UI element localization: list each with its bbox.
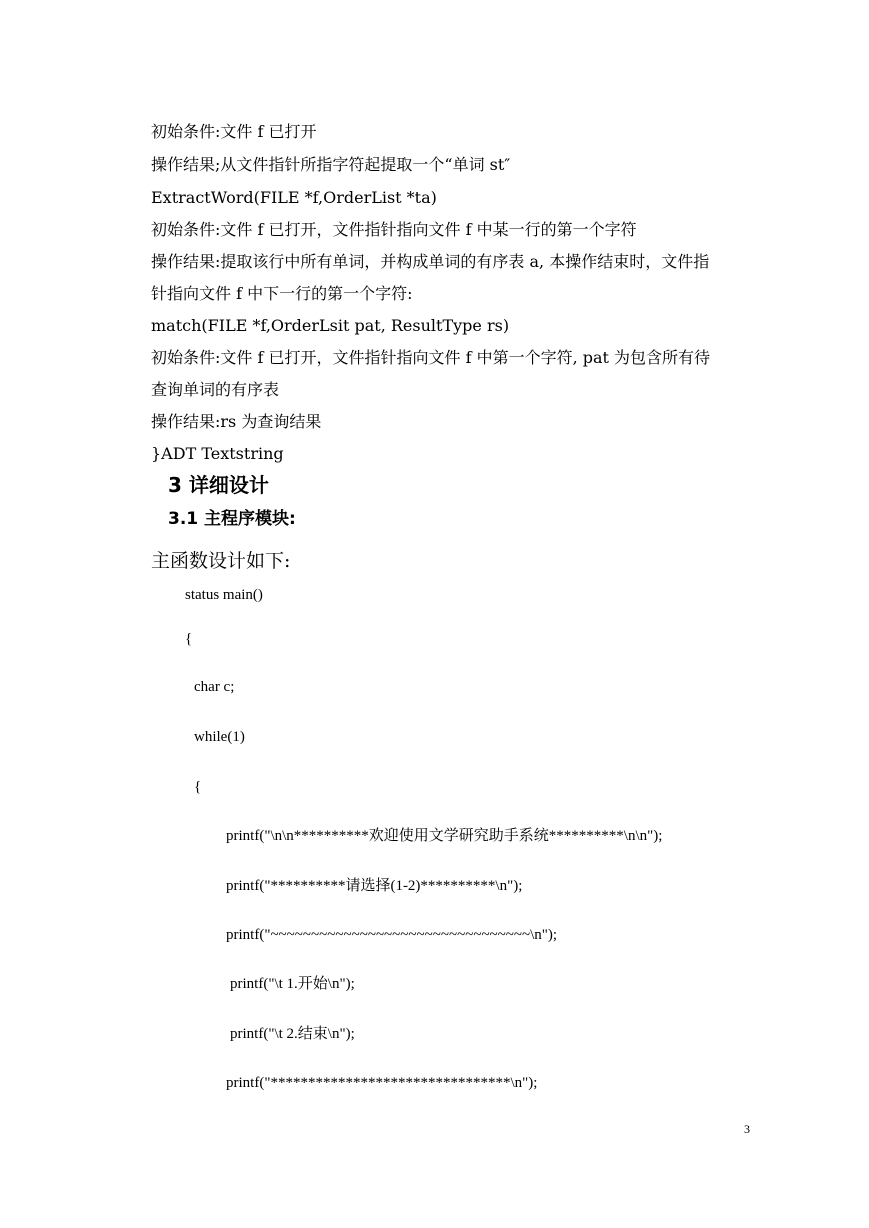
code-line: printf("**********请选择(1-2)**********\n"); — [226, 878, 523, 894]
text-line: 初始条件:文件 f 已打开 — [151, 122, 317, 141]
code-line: char c; — [194, 679, 235, 695]
code-line: printf("\t 1.开始\n"); — [230, 976, 355, 992]
code-line: while(1) — [194, 729, 245, 745]
code-line: { — [194, 779, 202, 795]
code-line: printf("********************************\n"); — [226, 1075, 538, 1091]
text-line: }ADT Textstring — [151, 444, 284, 463]
subsection-heading: 3.1 主程序模块: — [168, 509, 296, 529]
code-line: printf("\n\n**********欢迎使用文学研究助手系统**********\n\n"); — [226, 828, 663, 844]
text-line: 操作结果:提取该行中所有单词，并构成单词的有序表 a, 本操作结束时，文件指 — [151, 252, 710, 271]
intro-text: 主函数设计如下: — [151, 550, 291, 572]
code-line: status main() — [185, 587, 263, 603]
text-line: 操作结果;从文件指针所指字符起提取一个“单词 st″ — [151, 155, 511, 174]
page-number: 3 — [744, 1122, 750, 1136]
code-line: printf("~~~~~~~~~~~~~~~~~~~~~~~~~~~~~~~~\n"); — [226, 927, 558, 943]
text-line: 初始条件:文件 f 已打开，文件指针指向文件 f 中某一行的第一个字符 — [151, 220, 637, 239]
code-line: { — [185, 631, 193, 647]
code-line: printf("\t 2.结束\n"); — [230, 1026, 355, 1042]
text-line: 查询单词的有序表 — [151, 380, 280, 399]
text-line: 初始条件:文件 f 已打开，文件指针指向文件 f 中第一个字符, pat 为包含所有待 — [151, 348, 711, 367]
text-line: ExtractWord(FILE *f,OrderList *ta) — [151, 188, 437, 207]
section-heading: 3 详细设计 — [168, 473, 269, 497]
text-line: 操作结果:rs 为查询结果 — [151, 412, 322, 431]
text-line: 针指向文件 f 中下一行的第一个字符: — [151, 284, 413, 303]
text-line: match(FILE *f,OrderLsit pat, ResultType rs) — [151, 316, 510, 335]
